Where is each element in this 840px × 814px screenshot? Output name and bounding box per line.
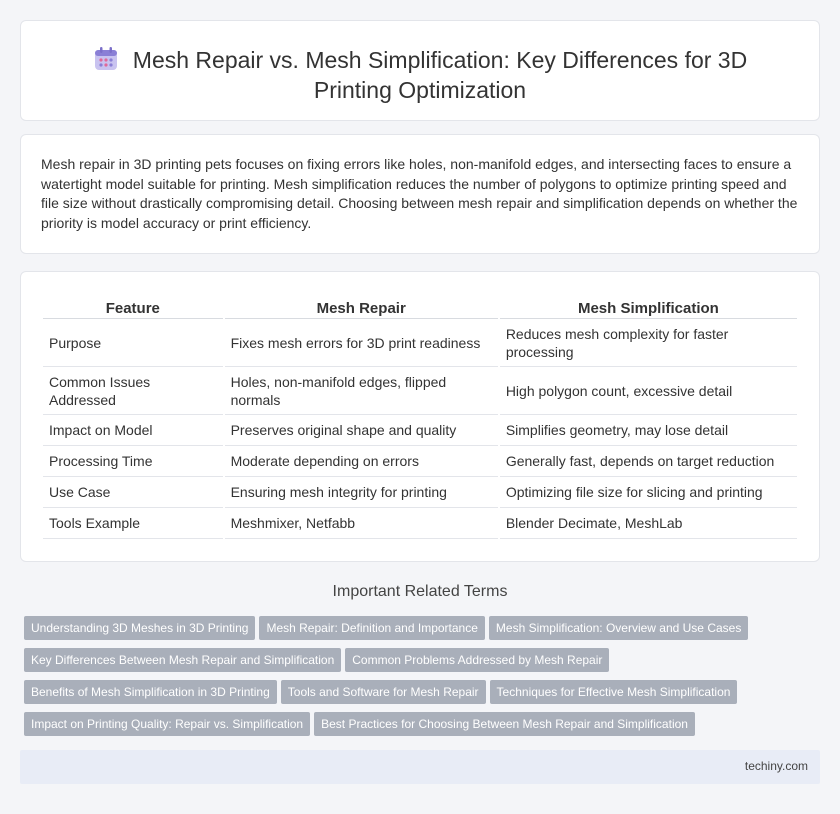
header-feature: Feature xyxy=(43,296,223,319)
row-feature: Processing Time xyxy=(43,446,223,477)
row-mesh-simplification: Reduces mesh complexity for faster processing xyxy=(500,319,797,367)
row-feature: Common Issues Addressed xyxy=(43,367,223,415)
table-row xyxy=(43,446,797,477)
header-mesh-repair: Mesh Repair xyxy=(225,296,498,319)
row-mesh-repair: Fixes mesh errors for 3D print readiness xyxy=(225,319,498,367)
row-mesh-simplification: High polygon count, excessive detail xyxy=(500,367,797,415)
row-mesh-simplification: Optimizing file size for slicing and printing xyxy=(500,477,797,508)
row-mesh-simplification: Generally fast, depends on target reduction xyxy=(500,446,797,477)
footer-site-link[interactable]: techiny.com xyxy=(744,759,808,773)
row-feature: Purpose xyxy=(43,319,223,367)
title-line-1: Mesh Repair vs. Mesh Simplification: Key Differences for 3D xyxy=(21,45,819,75)
row-mesh-repair: Preserves original shape and quality xyxy=(225,415,498,446)
related-term-tag[interactable]: Mesh Repair: Definition and Importance xyxy=(259,616,484,640)
row-mesh-repair: Moderate depending on errors xyxy=(225,446,498,477)
table-row xyxy=(43,319,797,367)
table-row xyxy=(43,367,797,415)
related-terms-title: Important Related Terms xyxy=(332,583,508,600)
comparison-table xyxy=(41,296,799,539)
related-term-tag[interactable]: Impact on Printing Quality: Repair vs. Simplification xyxy=(24,712,310,736)
tag-row xyxy=(24,712,814,744)
table-header-row xyxy=(43,296,797,319)
table-row xyxy=(43,477,797,508)
table-row xyxy=(43,415,797,446)
related-term-tag[interactable]: Understanding 3D Meshes in 3D Printing xyxy=(24,616,255,640)
header-card xyxy=(20,20,820,121)
comparison-card xyxy=(20,271,820,562)
row-mesh-repair: Holes, non-manifold edges, flipped normals xyxy=(225,367,498,415)
row-mesh-repair: Ensuring mesh integrity for printing xyxy=(225,477,498,508)
related-term-tag[interactable]: Key Differences Between Mesh Repair and Simplification xyxy=(24,648,341,672)
related-term-tag[interactable]: Techniques for Effective Mesh Simplification xyxy=(490,680,738,704)
related-term-tag[interactable]: Common Problems Addressed by Mesh Repair xyxy=(345,648,609,672)
row-feature: Impact on Model xyxy=(43,415,223,446)
tag-row xyxy=(24,680,814,712)
intro-paragraph: Mesh repair in 3D printing pets focuses on fixing errors like holes, non-manifold edges, and intersecting faces to ensure a watertight model suitable for printing. Mesh simplification reduces the number of polygons to optimize printing speed and file size without drastically compromising detail. Choosing between mesh repair and simplification depends on whether the priority is model accuracy or print efficiency. xyxy=(41,156,798,231)
row-mesh-simplification: Blender Decimate, MeshLab xyxy=(500,508,797,539)
related-terms-tags xyxy=(24,616,814,744)
related-term-tag[interactable]: Best Practices for Choosing Between Mesh Repair and Simplification xyxy=(314,712,695,736)
header-mesh-simplification: Mesh Simplification xyxy=(500,296,797,319)
intro-card xyxy=(20,134,820,254)
related-term-tag[interactable]: Tools and Software for Mesh Repair xyxy=(281,680,486,704)
row-feature: Use Case xyxy=(43,477,223,508)
related-term-tag[interactable]: Mesh Simplification: Overview and Use Cases xyxy=(489,616,748,640)
row-mesh-repair: Meshmixer, Netfabb xyxy=(225,508,498,539)
title-line-2: Printing Optimization xyxy=(313,77,527,103)
related-term-tag[interactable]: Benefits of Mesh Simplification in 3D Printing xyxy=(24,680,277,704)
row-feature: Tools Example xyxy=(43,508,223,539)
tag-row xyxy=(24,648,814,680)
page-title xyxy=(21,45,819,105)
calendar-icon xyxy=(93,46,119,72)
row-mesh-simplification: Simplifies geometry, may lose detail xyxy=(500,415,797,446)
table-row xyxy=(43,508,797,539)
tag-row xyxy=(24,616,814,648)
footer xyxy=(20,750,820,784)
